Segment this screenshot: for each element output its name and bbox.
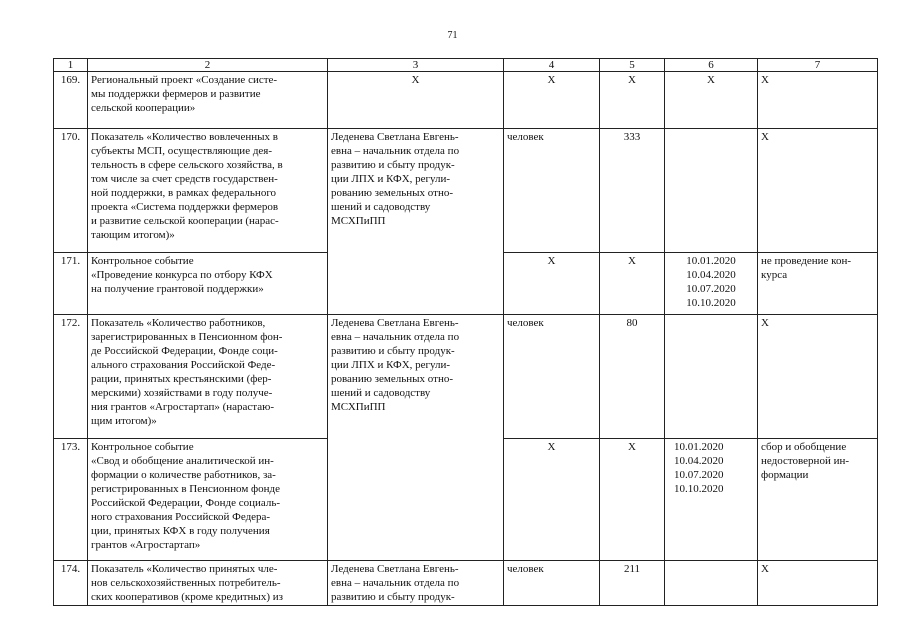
col-header-1: 1 <box>54 59 88 72</box>
row-unit: человек <box>504 561 600 606</box>
row-date: X <box>665 72 758 129</box>
row-name: Региональный проект «Создание систе- мы поддержки фермеров и развитие сельской кооперации» <box>88 72 328 129</box>
row-responsible: X <box>328 72 504 129</box>
row-note: X <box>758 129 878 253</box>
table-row <box>54 72 878 129</box>
row-unit: человек <box>504 129 600 253</box>
row-name: Показатель «Количество работников, зарегистрированных в Пенсионном фон- де Российской Федерации, Фонде соци- ального страхования Российской Феде- рации, принятых крестьянскими (фер- мерскими) хозяйствами в году получе- ния грантов «Агростартап» (нарастаю- щим итогом)» <box>88 315 328 439</box>
page-number: 71 <box>447 30 458 41</box>
row-value: X <box>600 253 665 315</box>
row-name: Контрольное событие «Свод и обобщение аналитической ин- формации о количестве работников, за- регистрированных в Пенсионном фонде Российской Федерации, Фонде социаль- ного страхования Российской Федера- ции, принятых КФХ в году получения грантов «Агростартап» <box>88 439 328 561</box>
table-row <box>54 129 878 253</box>
col-header-3: 3 <box>328 59 504 72</box>
row-responsible: Леденева Светлана Евгень- евна – начальник отдела по развитию и сбыту продук- ции ЛПХ и КФХ, регули- рованию земельных отно- шений и садоводству МСХПиПП <box>328 315 504 561</box>
row-name: Показатель «Количество принятых чле- нов сельскохозяйственных потребитель- ских кооперативов (кроме кредитных) из <box>88 561 328 606</box>
row-value: X <box>600 439 665 561</box>
row-note: X <box>758 315 878 439</box>
row-number: 172. <box>54 315 88 439</box>
row-date <box>665 315 758 439</box>
row-responsible: Леденева Светлана Евгень- евна – начальник отдела по развитию и сбыту продук- <box>328 561 504 606</box>
row-number: 169. <box>54 72 88 129</box>
row-number: 171. <box>54 253 88 315</box>
row-note: X <box>758 72 878 129</box>
row-note: не проведение кон- курса <box>758 253 878 315</box>
table-row <box>54 561 878 606</box>
row-number: 174. <box>54 561 88 606</box>
row-note: сбор и обобщение недостоверной ин- формации <box>758 439 878 561</box>
row-date <box>665 561 758 606</box>
plan-table <box>53 58 878 606</box>
row-name: Показатель «Количество вовлеченных в субъекты МСП, осуществляющие дея- тельность в сфере сельского хозяйства, в том числе за счет средств государствен- ной поддержки, в рамках федерального проекта «Система поддержки фермеров и развитие сельской кооперации (нарас- тающим итогом)» <box>88 129 328 253</box>
table-row <box>54 315 878 439</box>
row-date: 10.01.2020 10.04.2020 10.07.2020 10.10.2020 <box>665 439 758 561</box>
row-number: 170. <box>54 129 88 253</box>
header-row <box>54 59 878 72</box>
col-header-4: 4 <box>504 59 600 72</box>
col-header-2: 2 <box>88 59 328 72</box>
row-number: 173. <box>54 439 88 561</box>
row-date <box>665 129 758 253</box>
row-unit: X <box>504 439 600 561</box>
row-responsible: Леденева Светлана Евгень- евна – начальник отдела по развитию и сбыту продук- ции ЛПХ и КФХ, регули- рованию земельных отно- шений и садоводству МСХПиПП <box>328 129 504 315</box>
row-value: X <box>600 72 665 129</box>
row-note: X <box>758 561 878 606</box>
row-name: Контрольное событие «Проведение конкурса по отбору КФХ на получение грантовой поддержки» <box>88 253 328 315</box>
col-header-5: 5 <box>600 59 665 72</box>
row-unit: человек <box>504 315 600 439</box>
row-unit: X <box>504 72 600 129</box>
row-value: 211 <box>600 561 665 606</box>
col-header-7: 7 <box>758 59 878 72</box>
col-header-6: 6 <box>665 59 758 72</box>
row-value: 80 <box>600 315 665 439</box>
row-unit: X <box>504 253 600 315</box>
row-value: 333 <box>600 129 665 253</box>
row-date: 10.01.2020 10.04.2020 10.07.2020 10.10.2020 <box>665 253 758 315</box>
